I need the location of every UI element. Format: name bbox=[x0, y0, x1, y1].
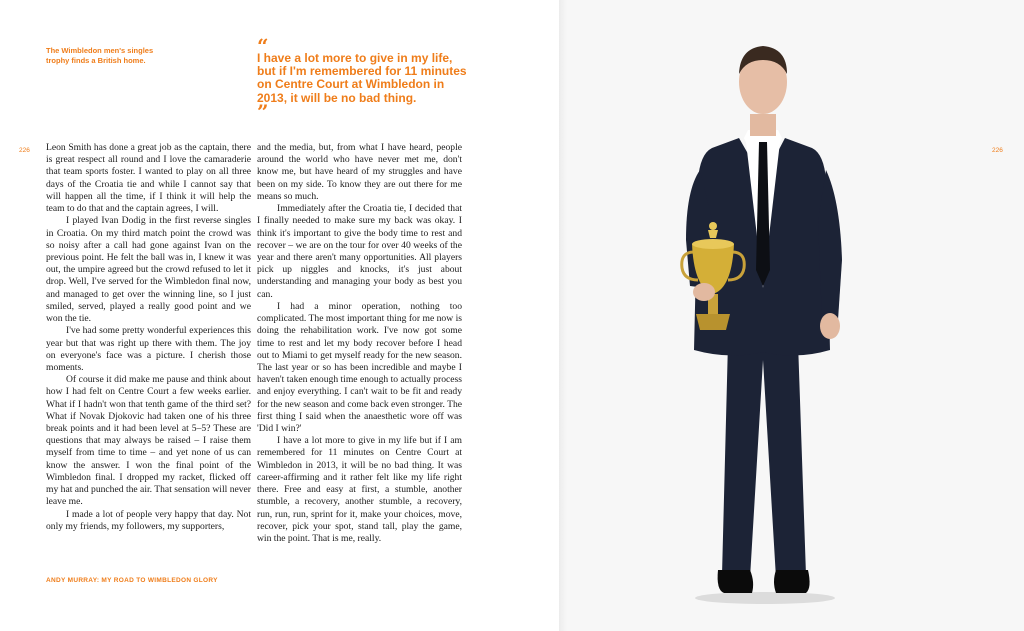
paragraph: Leon Smith has done a great job as the captain, there is great respect all round and I love the camaraderie that team sports foster. I wanted to play on all three days of the Croatia tie and while I cannot say that will happen all the time, if I think it will help the team to do that and the captain agrees, I will. bbox=[46, 142, 251, 215]
paragraph: I played Ivan Dodig in the first reverse singles in Croatia. On my third match point the crowd was so noisy after a call had gone against Ivan on the previous point. He felt the ball was in, I knew it was out, the umpire agreed but the crowd refused to let it drop. Well, I've served for the Wimbledon final now, and managed to get over the winning line, so I just smiled, served, played a really good point and we won the tie. bbox=[46, 215, 251, 325]
left-hand bbox=[693, 283, 715, 301]
page-number-left: 226 bbox=[19, 147, 30, 154]
right-hand bbox=[820, 313, 840, 339]
body-column-left bbox=[46, 142, 251, 533]
page-gutter bbox=[559, 0, 567, 631]
portrait-photo bbox=[620, 30, 910, 610]
paragraph: I had a minor operation, nothing too complicated. The most important thing for me now is doing the rehabilitation work. I've now got some time to rest and let my body recover before I head out to Miami to get myself ready for the new season. The last year or so has been incredible and maybe I haven't taken enough time enough to actually process and enjoy everything. I can't wait to be fit and ready for the new season and come back even stronger. The first thing I said when the anaesthetic wore off was 'Did I win?' bbox=[257, 300, 463, 435]
open-quote-mark: “ bbox=[257, 34, 269, 58]
left-shoe bbox=[718, 570, 754, 593]
paragraph: I made a lot of people very happy that day. Not only my friends, my followers, my supporters, bbox=[46, 508, 251, 532]
paragraph: I've had some pretty wonderful experiences this year but that was right up there with them. The joy on everyone's face was a picture. I cherish those moments. bbox=[46, 325, 251, 373]
body-column-right bbox=[257, 142, 462, 545]
floor-shadow bbox=[695, 592, 835, 604]
paragraph: I have a lot more to give in my life but if I am remembered for 11 minutes on Centre Court at Wimbledon in 2013, it will be no bad thing. It was career-affirming and it rather felt like my life right there. Free and easy at first, a stumble, another stumble, a recovery, another stumble, a recovery, run, run, run, sprint for it, make your choices, move, recover, pick your spot, stand tall, play the game, win the point. That is me, really. bbox=[257, 435, 462, 544]
trousers bbox=[722, 342, 806, 578]
paragraph: and the media, but, from what I have heard, people around the world who have never met me, don't know me, but have heard of my struggles and have been on my side. To know they are out there for me means so much. bbox=[257, 142, 462, 202]
neck bbox=[750, 114, 776, 136]
right-shoe bbox=[774, 570, 810, 593]
pull-quote: I have a lot more to give in my life, but if I'm remembered for 11 minutes on Centre Court at Wimbledon in 2013, it will be no bad thing. bbox=[257, 51, 467, 105]
close-quote-mark: ” bbox=[257, 100, 269, 124]
running-footer: ANDY MURRAY: MY ROAD TO WIMBLEDON GLORY bbox=[46, 577, 218, 584]
paragraph: Immediately after the Croatia tie, I decided that I finally needed to make sure my back was okay. I think it's important to give the body time to rest and recover – we are on the tour for over 40 weeks of the year and there aren't many opportunities. All players pick up niggles and knocks, it's just about understanding and managing your body as best you can. bbox=[257, 203, 462, 300]
paragraph: Of course it did make me pause and think about how I had felt on Centre Court a few weeks earlier. What if I hadn't won that tenth game of the third set? What if Novak Djokovic had taken one of his three break points and it had been level at 5–5? These are questions that may always be raised – I raise them myself from time to time – and yet none of us can know the answer. I won the final point of the Wimbledon final. I dropped my racket, flicked off my hat and punched the air. That sensation will never leave me. bbox=[46, 374, 251, 508]
photo-caption: The Wimbledon men's singles trophy finds a British home. bbox=[46, 46, 154, 65]
page-number-right: 226 bbox=[992, 147, 1003, 154]
